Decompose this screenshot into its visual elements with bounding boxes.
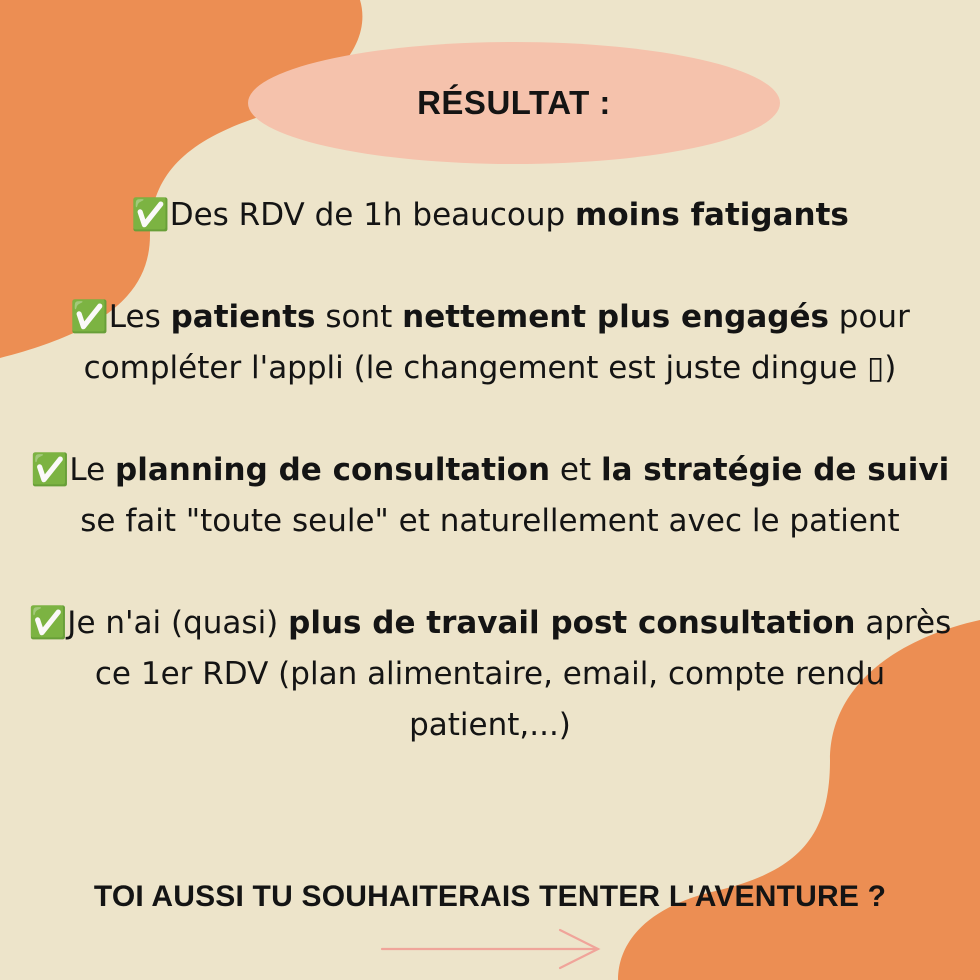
result-text: Je n'ai (quasi) — [67, 605, 289, 641]
call-to-action: TOI AUSSI TU SOUHAITERAIS TENTER L'AVENTURE ? — [93, 880, 887, 913]
check-icon: ✅ — [131, 197, 170, 233]
result-text: après ce 1er RDV (plan alimentaire, email, compte rendu patient,...) — [94, 605, 952, 743]
result-highlight: nettement plus engagés — [402, 299, 829, 335]
result-text: se fait "toute seule" et naturellement avec le patient — [80, 503, 900, 539]
result-item — [20, 190, 960, 241]
check-icon: ✅ — [70, 299, 109, 335]
page-title: RÉSULTAT : — [417, 84, 611, 121]
title-container — [248, 42, 780, 164]
result-highlight: patients — [170, 299, 316, 335]
check-icon: ✅ — [30, 452, 70, 488]
result-highlight: plus de travail post consultation — [288, 605, 856, 641]
result-text: pour compléter l'appli (le changement est juste dingue ▯) — [83, 299, 910, 386]
result-text: Le — [69, 452, 116, 488]
result-highlight: planning de consultation — [115, 452, 551, 488]
result-item — [20, 598, 960, 751]
result-item — [20, 292, 960, 394]
arrow-right-icon — [382, 930, 598, 968]
check-icon: ✅ — [28, 605, 68, 641]
results-list — [20, 190, 960, 802]
result-text: et — [550, 452, 601, 488]
result-text: Les — [108, 299, 171, 335]
result-text: Des RDV de 1h beaucoup — [169, 197, 576, 233]
result-highlight: la stratégie de suivi — [600, 452, 950, 488]
result-highlight: moins fatigants — [575, 197, 849, 233]
result-text: sont — [315, 299, 403, 335]
result-item — [20, 445, 960, 547]
